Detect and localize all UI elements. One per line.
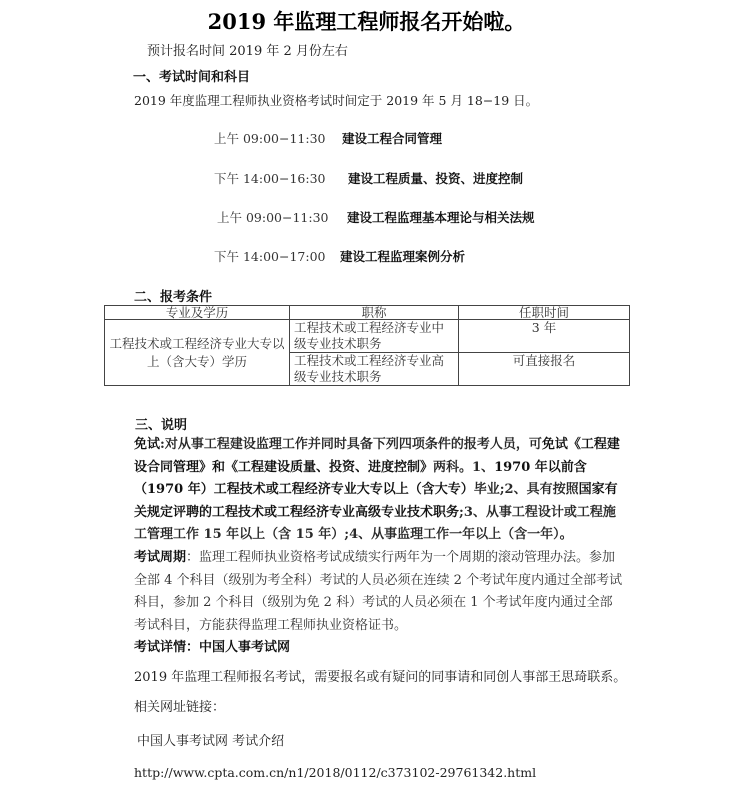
exemption-label: 免试 bbox=[134, 437, 161, 452]
conditions-table bbox=[104, 305, 630, 386]
tenure-cell: 3 年 bbox=[459, 320, 630, 353]
schedule-subject-4: 建设工程监理案例分析 bbox=[340, 249, 466, 264]
exemption-text-2: 免试《工程建设合同管理》和《工程建设质量、投资、进度控制》 bbox=[134, 437, 620, 475]
table-header-title: 职称 bbox=[290, 306, 459, 320]
table-row bbox=[105, 320, 630, 353]
title-text: 工程技术或工程经济专业中级专业技术职务 bbox=[294, 320, 445, 351]
tenure-cell: 可直接报名 bbox=[459, 353, 630, 386]
section-heading-conditions: 二、报考条件 bbox=[134, 290, 213, 305]
exam-cycle-text: ：监理工程师执业资格考试成绩实行两年为一个周期的滚动管理办法。参加全部 4 个科目（级别为考全科）考试的人员必须在连续 2 个考试年度内通过全部考试科目，参加 2 个科目（级别为免 2 科）考试的人员必须在 1 个考试年度内通过全部考试科目，方能获得监理工程师执业资格证书。 bbox=[134, 550, 623, 633]
exam-cycle-label: 考试周期 bbox=[134, 550, 187, 565]
exemption-text-9: 。 bbox=[559, 527, 573, 542]
schedule-subject-1: 建设工程合同管理 bbox=[342, 131, 443, 146]
related-links-label: 相关网址链接： bbox=[134, 700, 226, 715]
exemption-text-1: :对从事工程建设监理工作并同时具备下列四项条件的报考人员，可 bbox=[160, 437, 542, 452]
title-cell bbox=[290, 320, 459, 353]
schedule-time-3: 上午 09:00−11:30 bbox=[217, 210, 329, 225]
registration-time: 预计报名时间 2019 年 2 月份左右 bbox=[147, 44, 348, 59]
education-cell bbox=[105, 320, 290, 386]
education-text: 工程技术或工程经济专业大专以上（含大专）学历 bbox=[109, 335, 285, 369]
exemption-text-8: ;4、从事监理工作一年以上（含一年） bbox=[344, 527, 560, 542]
section-heading-schedule: 一、考试时间和科目 bbox=[133, 70, 251, 85]
table-header-tenure: 任职时间 bbox=[459, 306, 630, 320]
exemption-text-7: ;3、从事工程设计或工程施工管理工作 15 年以上（含 15 年） bbox=[134, 504, 616, 542]
schedule-time-1: 上午 09:00−11:30 bbox=[214, 131, 326, 146]
reference-url[interactable]: http://www.cpta.com.cn/n1/2018/0112/c373102-29761342.html bbox=[134, 765, 537, 780]
exam-details: 考试详情：中国人事考试网 bbox=[134, 640, 291, 655]
link-names[interactable]: 中国人事考试网 考试介绍 bbox=[137, 734, 285, 749]
schedule-subject-3: 建设工程监理基本理论与相关法规 bbox=[347, 210, 535, 225]
schedule-time-4: 下午 14:00−17:00 bbox=[214, 249, 326, 264]
exemption-text-4: 1970 年以前含（1970 年）工程技术或工程经济专业大专以上（含大专） bbox=[134, 459, 587, 497]
section-heading-notes: 三、说明 bbox=[135, 418, 188, 433]
exam-date-intro: 2019 年度监理工程师执业资格考试时间定于 2019 年 5 月 18−19 日。 bbox=[134, 93, 539, 108]
exemption-paragraph bbox=[134, 434, 624, 547]
title-text: 工程技术或工程经济专业高级专业技术职务 bbox=[294, 353, 445, 384]
table-header-education: 专业及学历 bbox=[105, 306, 290, 320]
exemption-text-5: 毕业;2、具有按照 bbox=[473, 482, 579, 497]
page-title: 2019 年监理工程师报名开始啦。 bbox=[207, 9, 526, 34]
exemption-text-3: 两科。1、 bbox=[433, 459, 495, 475]
table-header-row bbox=[105, 306, 630, 320]
contact-info: 2019 年监理工程师报名考试，需要报名或有疑问的同事请和同创人事部王思琦联系。 bbox=[134, 670, 627, 685]
exam-cycle-paragraph bbox=[134, 547, 624, 637]
schedule-subject-2: 建设工程质量、投资、进度控制 bbox=[348, 171, 524, 186]
exemption-text-6: 国家有关规定评聘的工程技术或工程经济专业高级专业技术职务 bbox=[134, 482, 618, 520]
schedule-time-2: 下午 14:00−16:30 bbox=[214, 171, 326, 186]
title-cell bbox=[290, 353, 459, 386]
